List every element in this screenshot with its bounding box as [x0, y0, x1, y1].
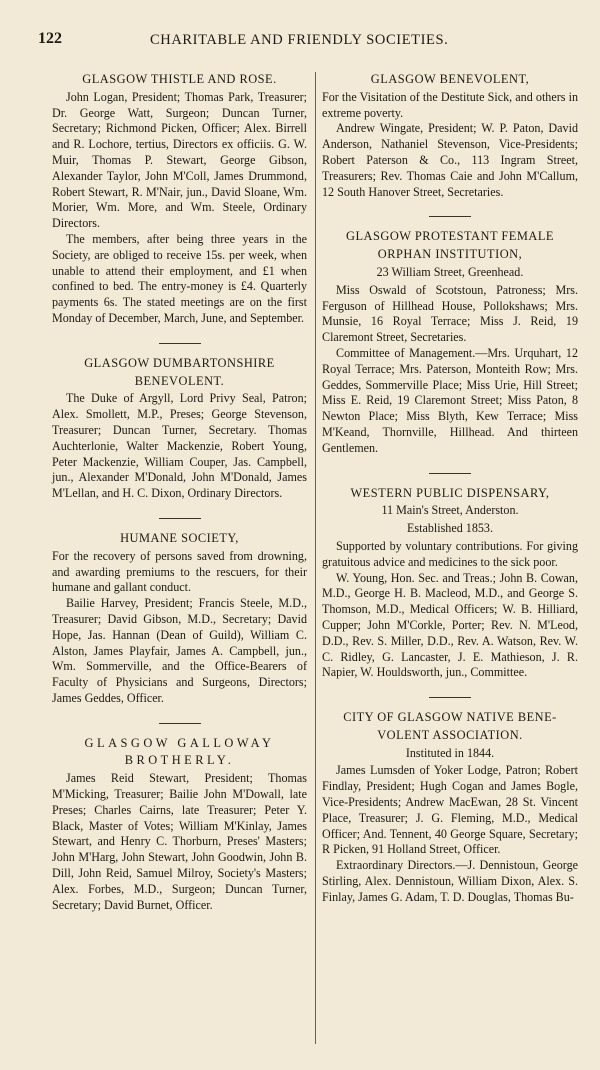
section-paragraph: Committee of Management.—Mrs. Urquhart, 12 Royal Terrace; Mrs. Paterson, Monteith Row; Mrs. Geddes, Sommerville Place; Miss Urie, Hill Street; Miss E. Reid, 19 Claremont Street; Miss Paton, 8 Newton Place; Miss Blyth, Kew Terrace; Miss M'Keand, Thornville, Hillhead. And thirteen Gentlemen. — [322, 345, 578, 455]
section-title: GLASGOW BENEVOLENT, — [370, 72, 530, 86]
section-paragraph: Andrew Wingate, President; W. P. Paton, David Anderson, Nathaniel Stevenson, Vice-Presidents; Robert Paterson & Co., 113 Ingram Street, Treasurers; Rev. Thomas Caie and John M'Callum, 12 South Hanover Street, Secretaries. — [322, 121, 578, 199]
page-number: 122 — [38, 30, 62, 47]
section-title: HUMANE SOCIETY, — [120, 530, 239, 545]
section-galloway-brotherly — [52, 736, 307, 914]
section-paragraph: John Logan, President; Thomas Park, Treasurer; Dr. George Watt, Surgeon; Duncan Turner, Secretary; Richmond Picken, Officer; Alex. Birrell and R. Lochore, tertius, Directors ex officiis. G. W. Muir, Thomas P. Stewart, George Gibson, Alexander Taylor, John M'Coll, James Drummond, Robert Stewart, R. M'Nair, jun., David Sloane, Wm. Morier, Wm. More, and Wm. Steele, Ordinary Directors. — [52, 89, 307, 231]
section-glasgow-benevolent — [322, 72, 578, 200]
section-paragraph: James Lumsden of Yoker Lodge, Patron; Robert Findlay, President; Hugh Cogan and James Bogle, Vice-Presidents; Andrew MacEwan, 28 St. Vincent Place, Treasurer; J. G. Fleming, M.D., Medical Officer; And. Tennent, 40 George Square, Secretary; R Picken, 91 Holland Street, Officer. — [322, 763, 578, 857]
section-paragraph: James Reid Stewart, President; Thomas M'Micking, Treasurer; Bailie John M'Dowall, late Preses; Charles Cairns, late Treasurer; Peter Y. Black, Master of Votes; William M'Kinlay, James Stewart, and Henry C. Thorburn, Preses' Masters; John M'Harg, John Stewart, John Goodwin, John B. Dill, John Reid, Samuel Milroy, Society's Masters; Alex. Forbes, M.D., Surgeon; Duncan Turner, Secretary; David Burnet, Officer. — [52, 771, 307, 912]
section-title: GLASGOW PROTESTANT FEMALE — [346, 229, 554, 244]
section-western-dispensary — [322, 486, 578, 682]
section-instituted: Instituted in 1844. — [405, 745, 495, 760]
section-title: GLASGOW DUMBARTONSHIRE — [84, 355, 275, 370]
section-paragraph: W. Young, Hon. Sec. and Treas.; John B. Cowan, M.D., George H. B. Macleod, M.D., and George S. Thomson, M.D., Medical Officers; W. B. Hilliard, Cupper; John M'Corkle, Porter; Rev. N. M'Leod, D.D., Rev. S. Miller, D.D., Rev. A. Watson, Rev. W. C. Ridley, G. Lancaster, J. E. Mathieson, J. R. Napier, W. Houldsworth, jun., Committee. — [322, 570, 578, 680]
section-title: CITY OF GLASGOW NATIVE BENE- — [343, 710, 557, 725]
running-title: CHARITABLE AND FRIENDLY SOCIETIES. — [150, 32, 449, 48]
section-paragraph: Bailie Harvey, President; Francis Steele, M.D., Treasurer; David Gibson, M.D., Secretary; David Hope, Jas. Hannan (Dean of Guild), William C. Alston, James Playfair, James A. Campbell, jun., Wm. Sommerville, and the Office-Bearers of Faculty of Physicians and Surgeons, Directors; James Geddes, Officer. — [52, 596, 307, 705]
section-paragraph: The Duke of Argyll, Lord Privy Seal, Patron; Alex. Smollett, M.P., Preses; George Stevenson, Treasurer; Duncan Turner, Secretary. Thomas Auchterlonie, Walter Mackenzie, Robert Young, Peter Mackenzie, William Couper, Jas. Campbell, jun., Alexander M'Donald, John M'Donald, James M'Lellan, and H. C. Dixon, Ordinary Directors. — [52, 391, 307, 501]
column-divider — [315, 72, 316, 1044]
section-paragraph: Supported by voluntary contributions. For giving gratuitous advice and medicines to the sick poor. — [322, 538, 578, 569]
section-title: WESTERN PUBLIC DISPENSARY, — [350, 485, 550, 500]
section-title: GLASGOW THISTLE AND ROSE. — [82, 72, 277, 86]
left-column — [52, 72, 307, 929]
section-paragraph: The members, after being three years in the Society, are obliged to receive 15s. per week, when unable to attend their employment, and £1 when confined to bed. The entry-money is £4. Quarterly payments 6s. The stated meetings are on the first Monday of December, March, June, and September. — [52, 231, 307, 325]
section-title-line-2: VOLENT ASSOCIATION. — [377, 727, 523, 742]
section-paragraph: Extraordinary Directors.—J. Dennistoun, George Stirling, Alex. Dennistoun, William Dixon, Alex. S. Finlay, James G. Adam, T. D. Douglas, Thomas Bu- — [322, 858, 578, 904]
section-native-benevolent — [322, 710, 578, 906]
section-title: GLASGOW GALLOWAY — [84, 735, 275, 750]
section-divider — [159, 723, 201, 724]
right-column — [322, 72, 578, 922]
section-divider — [429, 473, 471, 474]
section-established: Established 1853. — [407, 521, 493, 536]
section-divider — [429, 697, 471, 698]
section-divider — [429, 216, 471, 217]
section-paragraph: Miss Oswald of Scotstoun, Patroness; Mrs. Ferguson of Hillhead House, Pollokshaws; Mrs. Munsie, 16 Royal Terrace; Miss J. Reid, 19 Claremont Street, Secretaries. — [322, 282, 578, 345]
section-title-line-2: BENEVOLENT. — [134, 373, 225, 388]
section-divider — [159, 343, 201, 344]
section-dumbartonshire — [52, 356, 307, 502]
section-title-line-2: ORPHAN INSTITUTION, — [377, 247, 523, 262]
section-humane-society — [52, 531, 307, 707]
section-address: 23 William Street, Greenhead. — [376, 264, 524, 279]
page-header — [0, 30, 600, 50]
section-thistle-and-rose — [52, 72, 307, 327]
section-female-orphan — [322, 229, 578, 456]
section-divider — [159, 518, 201, 519]
section-intro: For the Visitation of the Destitute Sick, and others in extreme poverty. — [322, 89, 578, 120]
section-intro: For the recovery of persons saved from drowning, and awarding premiums to the rescuers, for their humane and gallant conduct. — [52, 548, 307, 595]
section-address: 11 Main's Street, Anderston. — [381, 503, 519, 518]
section-title-line-2: BROTHERLY. — [124, 753, 235, 768]
